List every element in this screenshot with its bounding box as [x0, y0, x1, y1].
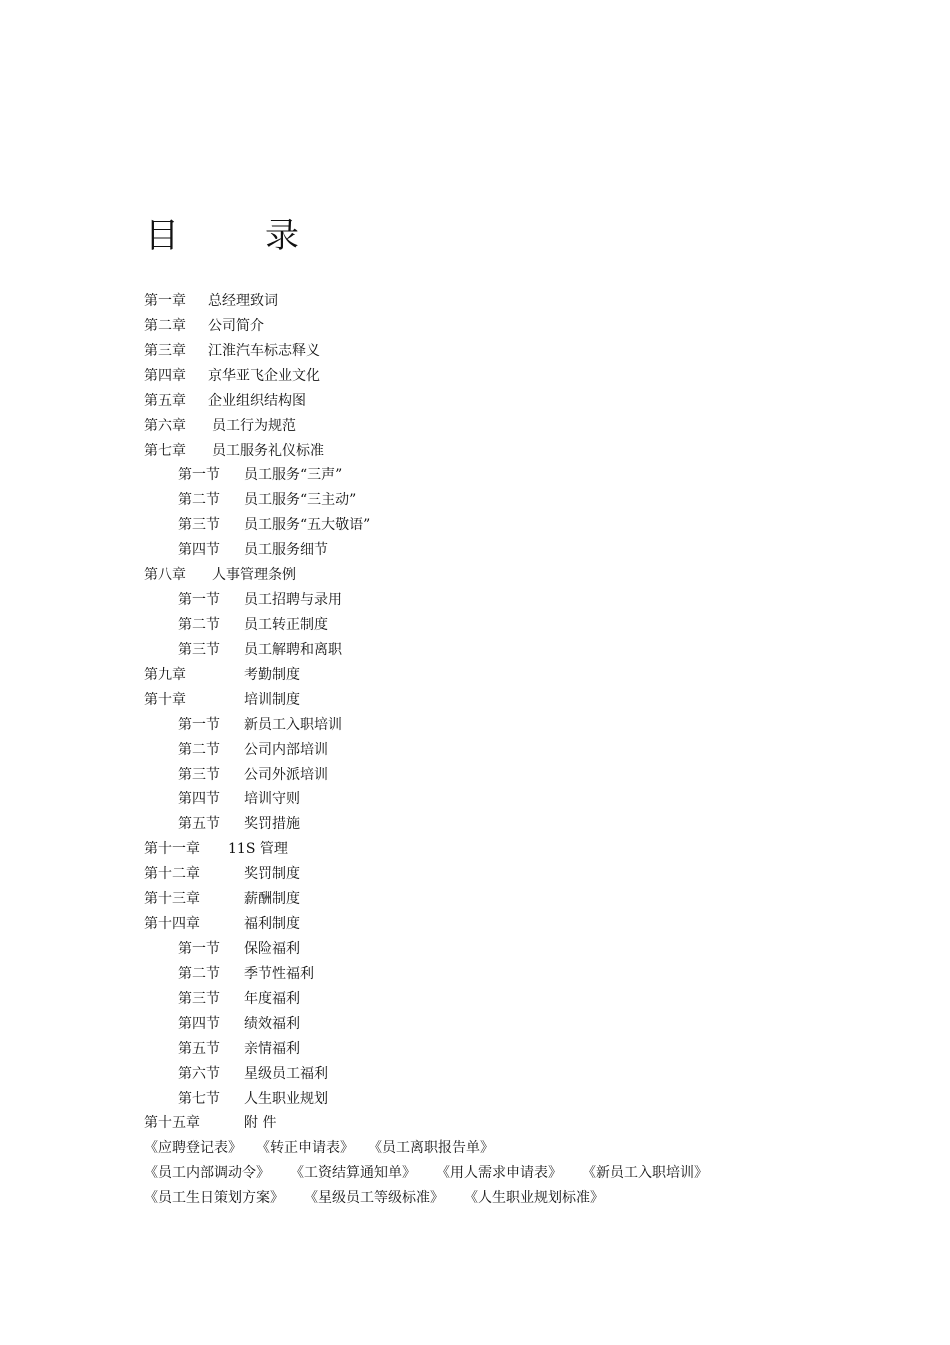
form-list-row: [144, 1186, 924, 1211]
toc-section-row: [144, 638, 924, 663]
section-title: 星级员工福利: [244, 1065, 328, 1082]
chapter-number: 第三章: [144, 342, 186, 359]
section-title: 培训守则: [244, 791, 300, 808]
toc-chapter-row: [144, 414, 924, 439]
section-title: 员工服务“五大敬语”: [244, 517, 371, 534]
toc-chapter-row: [144, 837, 924, 862]
toc-chapter-row: [144, 912, 924, 937]
chapter-title: 员工行为规范: [212, 417, 296, 434]
chapter-number: 第二章: [144, 317, 186, 334]
form-title: 《用人需求申请表》: [436, 1165, 562, 1182]
section-number: 第四节: [178, 791, 220, 808]
chapter-number: 第十二章: [144, 866, 200, 883]
toc-section-row: [144, 1062, 924, 1087]
chapter-title: 总经理致词: [208, 293, 278, 309]
form-list-row: [144, 1161, 924, 1186]
toc-chapter-row: [144, 314, 924, 339]
section-number: 第二节: [178, 741, 220, 758]
form-title: 《应聘登记表》: [144, 1140, 242, 1157]
section-number: 第二节: [178, 965, 220, 982]
toc-chapter-row: [144, 688, 924, 713]
section-title: 亲情福利: [244, 1040, 300, 1057]
table-of-contents: [144, 289, 924, 1211]
chapter-title: 公司简介: [208, 317, 264, 334]
section-title: 员工服务“三声”: [244, 467, 343, 484]
toc-section-row: [144, 488, 924, 513]
section-title: 季节性福利: [244, 965, 314, 982]
toc-chapter-row: [144, 563, 924, 588]
chapter-title: 考勤制度: [244, 666, 300, 683]
section-title: 保险福利: [244, 940, 300, 957]
section-number: 第一节: [178, 467, 220, 484]
toc-section-row: [144, 1012, 924, 1037]
toc-section-row: [144, 937, 924, 962]
chapter-number: 第七章: [144, 442, 186, 459]
toc-section-row: [144, 738, 924, 763]
toc-section-row: [144, 463, 924, 488]
chapter-number: 第四章: [144, 367, 186, 384]
toc-section-row: [144, 513, 924, 538]
toc-chapter-row: [144, 1111, 924, 1136]
chapter-title: 附 件: [244, 1115, 277, 1132]
section-title: 人生职业规划: [244, 1090, 328, 1107]
toc-section-row: [144, 987, 924, 1012]
toc-chapter-row: [144, 339, 924, 364]
section-number: 第二节: [178, 616, 220, 633]
toc-section-row: [144, 812, 924, 837]
toc-chapter-row: [144, 364, 924, 389]
form-title: 《员工内部调动令》: [144, 1165, 270, 1182]
form-title: 《员工生日策划方案》: [144, 1190, 284, 1207]
form-title: 《员工离职报告单》: [368, 1140, 494, 1157]
section-title: 员工解聘和离职: [244, 641, 342, 658]
toc-section-row: [144, 1037, 924, 1062]
chapter-title: 江淮汽车标志释义: [208, 342, 320, 359]
chapter-title: 福利制度: [244, 916, 300, 933]
section-title: 新员工入职培训: [244, 716, 342, 733]
form-title: 《人生职业规划标准》: [464, 1190, 604, 1207]
chapter-title: 薪酬制度: [244, 891, 300, 908]
toc-section-row: [144, 787, 924, 812]
chapter-title: 人事管理条例: [212, 567, 296, 584]
toc-section-row: [144, 1087, 924, 1112]
section-number: 第四节: [178, 1015, 220, 1032]
form-title: 《工资结算通知单》: [290, 1165, 416, 1182]
section-title: 员工转正制度: [244, 616, 328, 633]
section-number: 第三节: [178, 990, 220, 1007]
section-title: 年度福利: [244, 990, 300, 1007]
toc-section-row: [144, 713, 924, 738]
chapter-title: 京华亚飞企业文化: [208, 367, 320, 384]
chapter-number: 第九章: [144, 666, 186, 683]
toc-chapter-row: [144, 289, 924, 314]
section-number: 第五节: [178, 1040, 220, 1057]
form-title: 《新员工入职培训》: [582, 1165, 708, 1182]
section-title: 公司内部培训: [244, 741, 328, 758]
chapter-number: 第十三章: [144, 891, 200, 908]
toc-section-row: [144, 613, 924, 638]
chapter-title: 员工服务礼仪标准: [212, 442, 324, 459]
chapter-number: 第十一章: [144, 841, 200, 858]
toc-title-right: 录: [265, 216, 299, 256]
chapter-title: 奖罚制度: [244, 866, 300, 883]
toc-chapter-row: [144, 389, 924, 414]
section-number: 第三节: [178, 517, 220, 534]
chapter-title: 企业组织结构图: [208, 392, 306, 409]
section-title: 员工服务细节: [244, 542, 328, 559]
section-number: 第一节: [178, 592, 220, 609]
section-number: 第五节: [178, 816, 220, 833]
chapter-number: 第一章: [144, 293, 186, 309]
section-title: 绩效福利: [244, 1015, 300, 1032]
section-number: 第六节: [178, 1065, 220, 1082]
section-number: 第一节: [178, 940, 220, 957]
chapter-number: 第五章: [144, 392, 186, 409]
chapter-number: 第十四章: [144, 916, 200, 933]
chapter-number: 第八章: [144, 567, 186, 584]
toc-section-row: [144, 538, 924, 563]
section-title: 员工招聘与录用: [244, 592, 342, 609]
chapter-number: 第十章: [144, 691, 186, 708]
form-title: 《星级员工等级标准》: [304, 1190, 444, 1207]
section-number: 第三节: [178, 641, 220, 658]
section-number: 第二节: [178, 492, 220, 509]
section-title: 公司外派培训: [244, 766, 328, 783]
toc-title-left: 目: [145, 216, 179, 256]
toc-chapter-row: [144, 862, 924, 887]
toc-chapter-row: [144, 887, 924, 912]
toc-section-row: [144, 588, 924, 613]
section-number: 第四节: [178, 542, 220, 559]
section-number: 第三节: [178, 766, 220, 783]
section-number: 第一节: [178, 716, 220, 733]
toc-section-row: [144, 962, 924, 987]
form-list-row: [144, 1136, 924, 1161]
section-title: 员工服务“三主动”: [244, 492, 357, 509]
chapter-number: 第十五章: [144, 1115, 200, 1132]
chapter-title: 培训制度: [244, 691, 300, 708]
chapter-number: 第六章: [144, 417, 186, 434]
form-title: 《转正申请表》: [256, 1140, 354, 1157]
toc-section-row: [144, 763, 924, 788]
section-number: 第七节: [178, 1090, 220, 1107]
toc-chapter-row: [144, 439, 924, 464]
chapter-title: 11S 管理: [228, 841, 288, 858]
toc-title: [145, 212, 299, 260]
toc-chapter-row: [144, 663, 924, 688]
section-title: 奖罚措施: [244, 816, 300, 833]
